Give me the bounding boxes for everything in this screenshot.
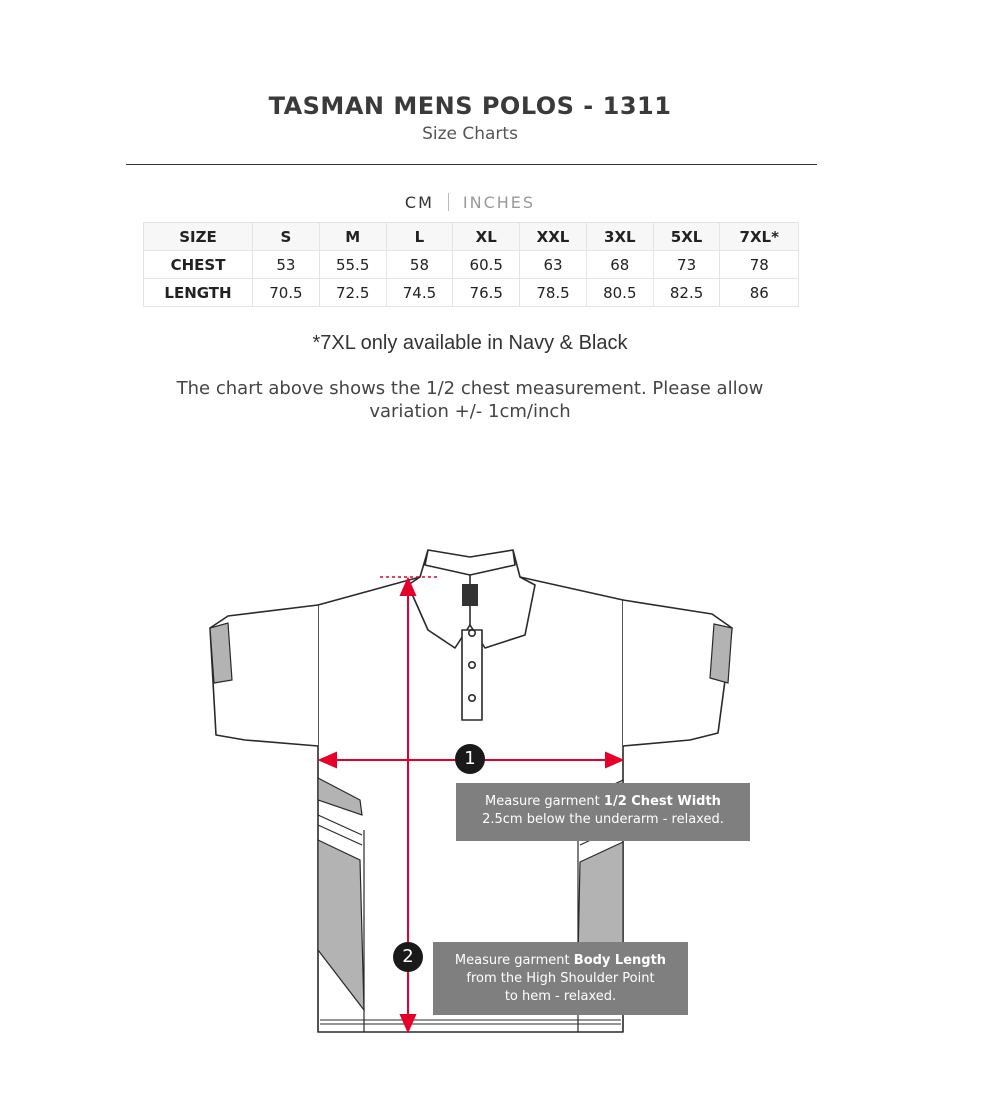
table-cell: 70.5 <box>253 279 320 307</box>
unit-inches-tab[interactable]: INCHES <box>462 193 536 212</box>
availability-note: *7XL only available in Navy & Black <box>312 332 628 354</box>
table-cell: 80.5 <box>586 279 653 307</box>
page-title: TASMAN MENS POLOS - 1311 <box>268 92 672 120</box>
header-cell: 3XL <box>586 223 653 251</box>
callout-text: Measure garment <box>454 953 574 968</box>
table-cell: 78.5 <box>520 279 587 307</box>
table-row-chest <box>144 251 799 279</box>
header-cell: 5XL <box>653 223 720 251</box>
table-cell: 53 <box>253 251 320 279</box>
left-sleeve-panel <box>210 623 232 683</box>
table-cell: 82.5 <box>653 279 720 307</box>
size-chart-table <box>143 222 799 307</box>
callout-bold-text: Body Length <box>573 953 667 968</box>
callout-text: to hem - relaxed. <box>504 989 617 1004</box>
step-1-badge: 1 <box>455 744 485 774</box>
table-cell: 73 <box>653 251 720 279</box>
table-cell: 55.5 <box>319 251 386 279</box>
row-label: CHEST <box>144 251 253 279</box>
table-cell: 68 <box>586 251 653 279</box>
table-cell: 74.5 <box>386 279 453 307</box>
title-divider <box>126 164 817 165</box>
neck-label <box>462 584 478 606</box>
table-row-length <box>144 279 799 307</box>
chest-width-callout <box>456 783 750 841</box>
table-cell: 63 <box>520 251 587 279</box>
step-2-badge: 2 <box>393 942 423 972</box>
left-side-panel-upper <box>318 778 362 815</box>
header-cell: SIZE <box>144 223 253 251</box>
placket <box>462 630 482 720</box>
header-cell: XL <box>453 223 520 251</box>
callout-bold-text: 1/2 Chest Width <box>603 794 721 809</box>
table-cell: 60.5 <box>453 251 520 279</box>
left-shoulder-line <box>318 577 420 746</box>
header-cell: S <box>253 223 320 251</box>
body-length-callout <box>433 942 688 1015</box>
row-label: LENGTH <box>144 279 253 307</box>
table-cell: 76.5 <box>453 279 520 307</box>
unit-cm-tab[interactable]: CM <box>404 193 434 212</box>
right-shoulder-line <box>520 577 623 746</box>
table-cell: 72.5 <box>319 279 386 307</box>
callout-text: from the High Shoulder Point <box>466 971 655 986</box>
measurement-note: The chart above shows the 1/2 chest measurement. Please allow variation +/- 1cm/inch <box>176 378 764 422</box>
unit-toggle <box>0 193 940 212</box>
left-side-panel <box>318 840 364 1010</box>
right-sleeve-panel <box>710 624 732 683</box>
table-header-row <box>144 223 799 251</box>
unit-separator <box>448 193 449 211</box>
table-cell: 86 <box>720 279 799 307</box>
callout-text: 2.5cm below the underarm - relaxed. <box>482 812 724 827</box>
header-cell: L <box>386 223 453 251</box>
header-cell: XXL <box>520 223 587 251</box>
header-cell: 7XL* <box>720 223 799 251</box>
page-subtitle: Size Charts <box>422 124 518 144</box>
header-cell: M <box>319 223 386 251</box>
table-cell: 58 <box>386 251 453 279</box>
table-cell: 78 <box>720 251 799 279</box>
callout-text: Measure garment <box>485 794 604 809</box>
